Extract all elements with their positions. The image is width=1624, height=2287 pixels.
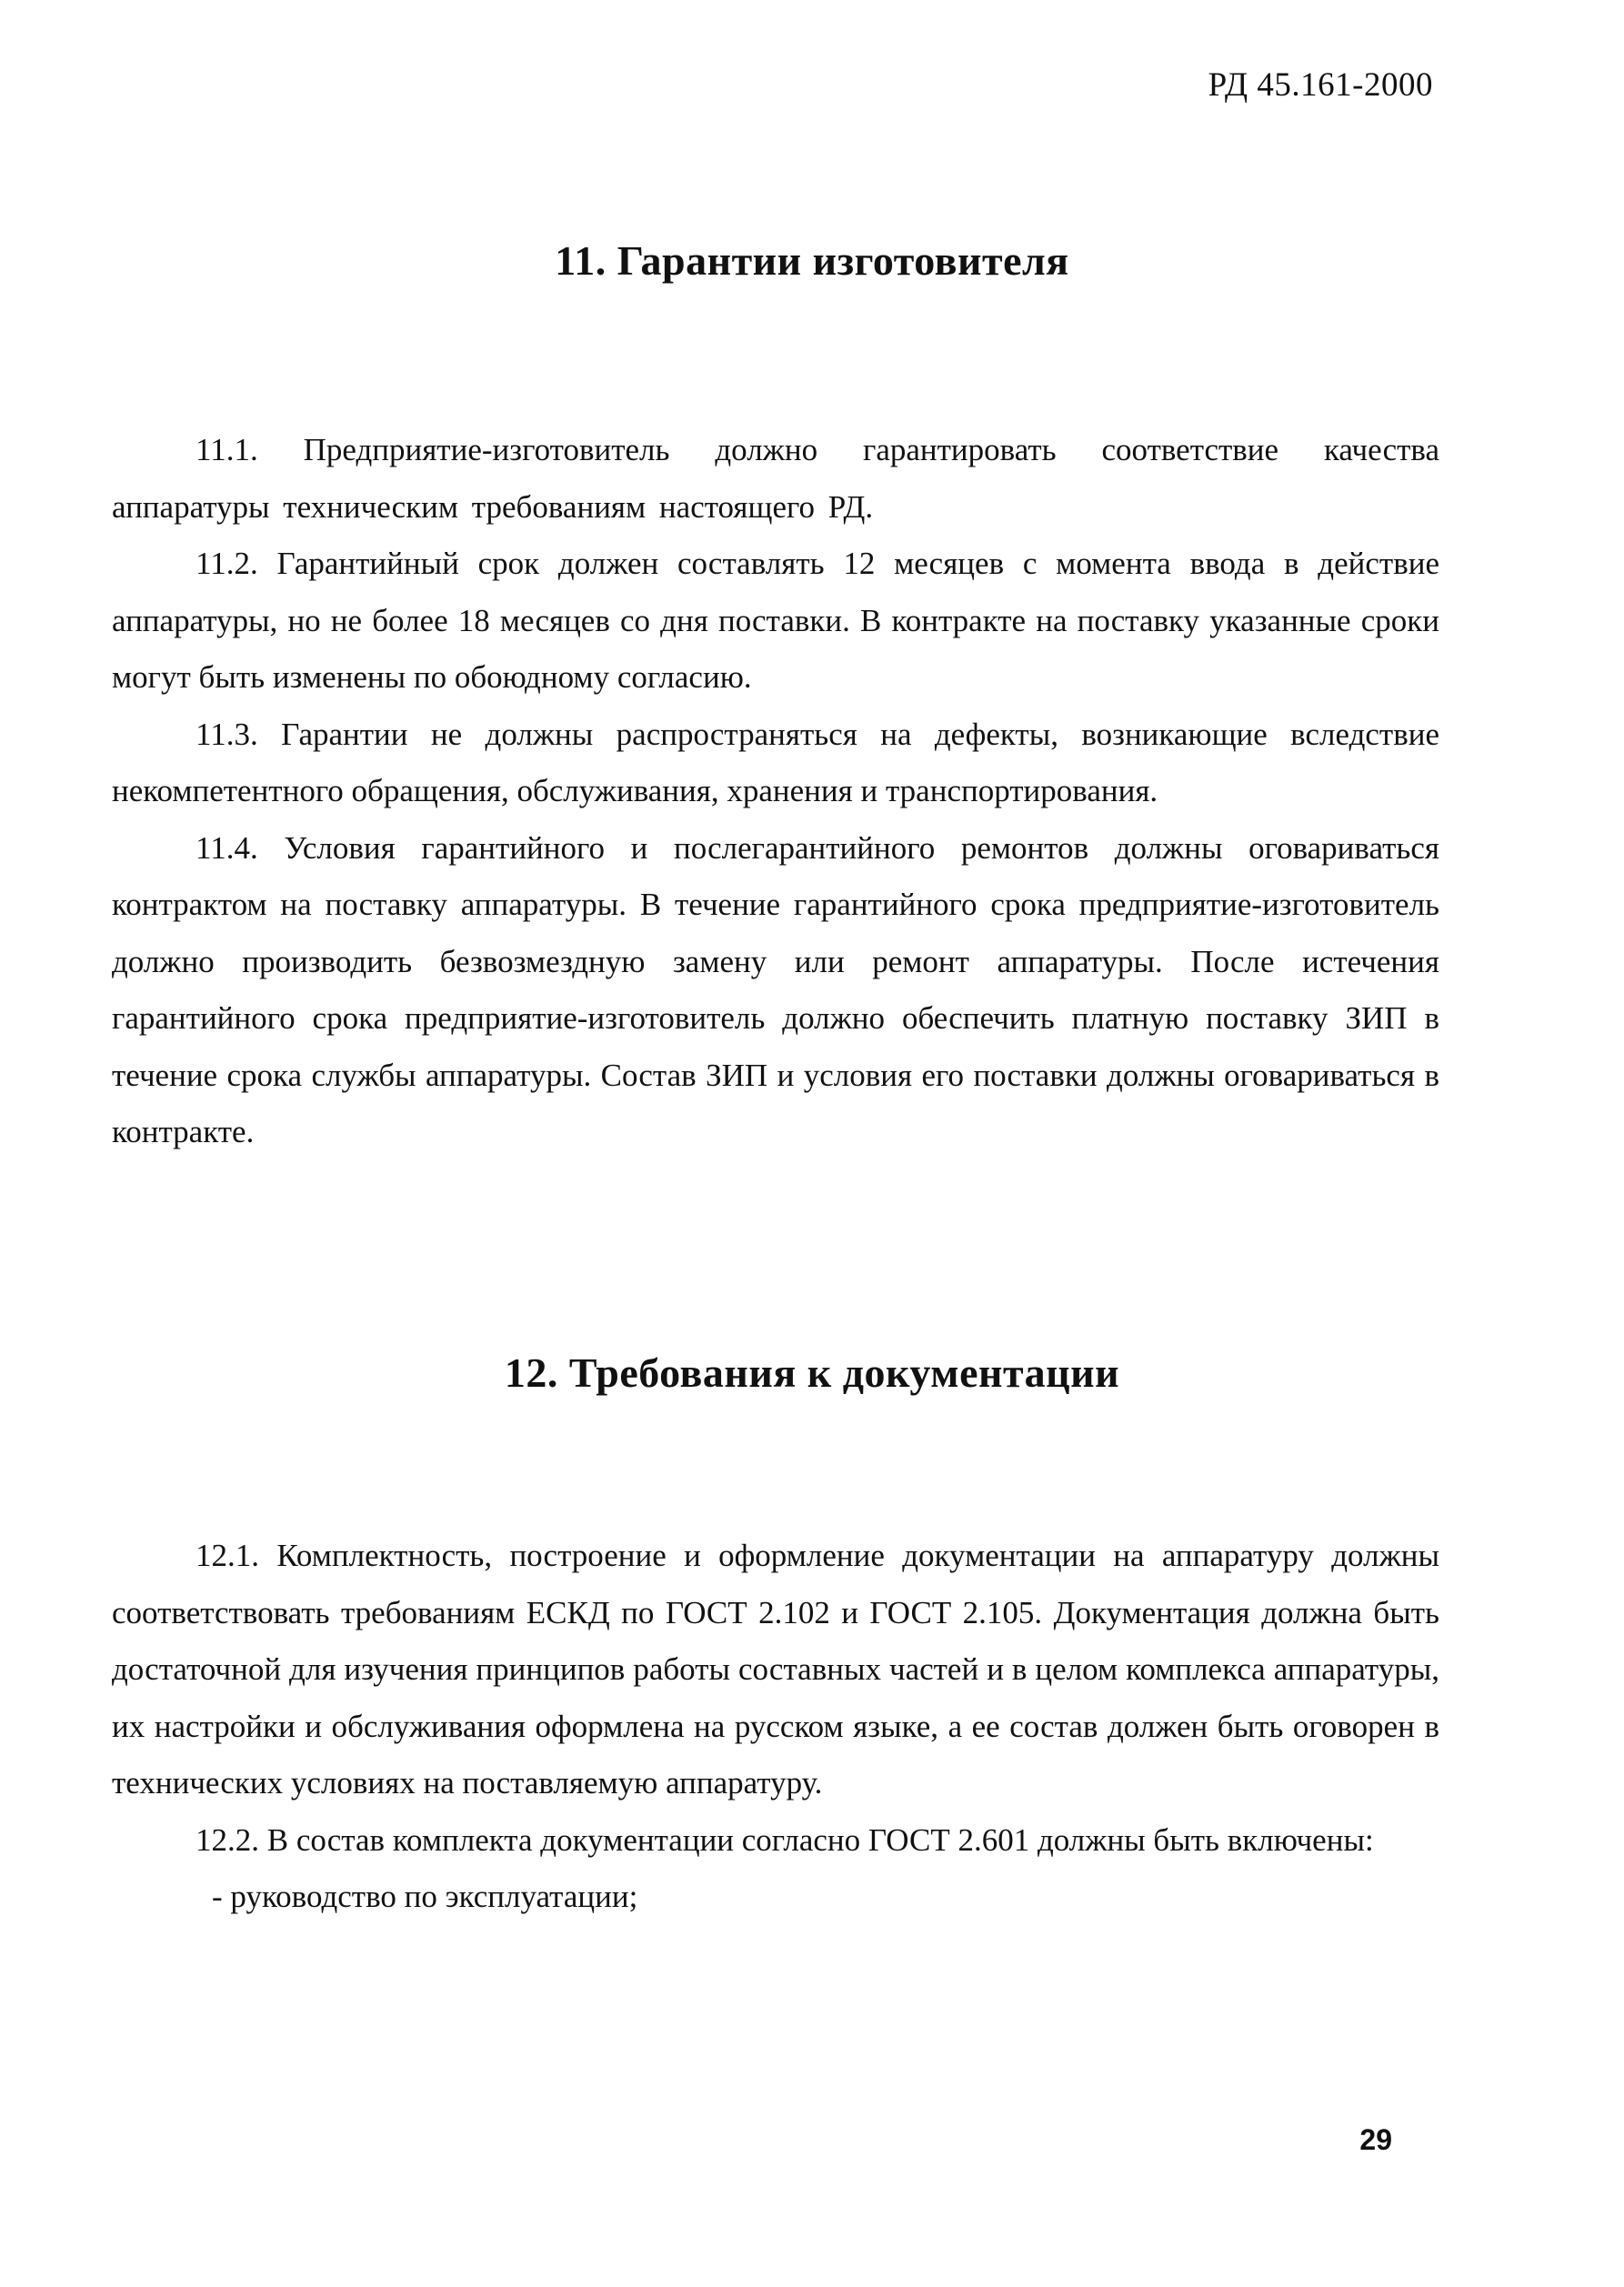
paragraph-12-2: 12.2. В состав комплекта документации согласно ГОСТ 2.601 должны быть включены:: [195, 1821, 1374, 1858]
section-11-body: [112, 422, 1439, 1161]
paragraph-11-3: 11.3. Гарантии не должны распространяться на дефекты, возникающие вследствие некомпетентного обращения, обслуживания, хранения и транспортирования.: [112, 716, 1439, 808]
document-code: РД 45.161-2000: [1208, 66, 1433, 104]
paragraph-11-2: 11.2. Гарантийный срок должен составлять 12 месяцев с момента ввода в действие аппаратуры, но не более 18 месяцев со дня поставки. В контракте на поставку указанные сроки могут быть изменены по обоюдному согласию.: [112, 546, 1439, 695]
paragraph-12-1: 12.1. Комплектность, построение и оформление документации на аппаратуру должны соответствовать требованиям ЕСКД по ГОСТ 2.102 и ГОСТ 2.105. Документация должна быть достаточной для изучения принципов работы составных частей и в целом комплекса аппаратуры, их настройки и обслуживания оформлена на русском языке, а ее состав должен быть оговорен в технических условиях на поставляемую аппаратуру.: [112, 1538, 1439, 1801]
section-11-title: 11. Гарантии изготовителя: [555, 237, 1069, 284]
paragraph-11-1: 11.1. Предприятие-изготовитель должно гарантировать соответствие качества аппаратуры техническим требованиям настоящего РД.: [112, 432, 1439, 525]
page-number: 29: [1359, 2123, 1392, 2156]
section-12-title: 12. Требования к документации: [504, 1349, 1120, 1396]
paragraph-11-4: 11.4. Условия гарантийного и послегарантийного ремонтов должны оговариваться контрактом на поставку аппаратуры. В течение гарантийного срока предприятие-изготовитель должно производить безвозмездную замену или ремонт аппаратуры. После истечения гарантийного срока предприятие-изготовитель должно обеспечить платную поставку ЗИП в течение срока службы аппаратуры. Состав ЗИП и условия его поставки должны оговариваться в контракте.: [112, 829, 1439, 1149]
section-12-body: [112, 1528, 1439, 1926]
list-item: - руководство по эксплуатации;: [212, 1879, 638, 1914]
